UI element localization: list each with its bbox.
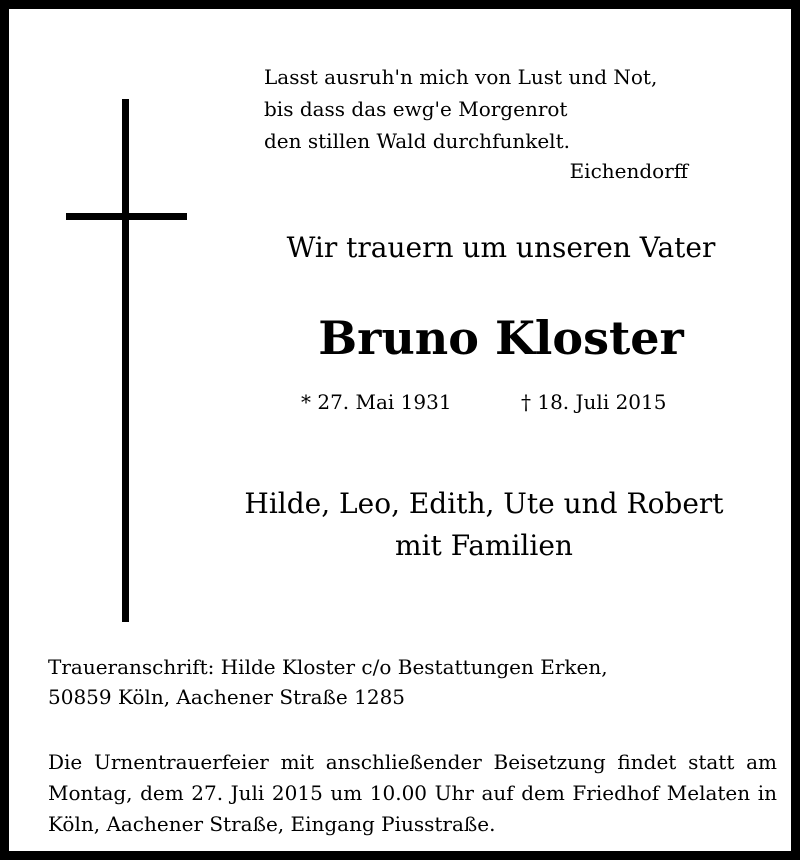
birth-date: * 27. Mai 1931 — [301, 390, 452, 414]
family-line: Hilde, Leo, Edith, Ute und Robert — [244, 487, 724, 520]
funeral-service-info — [48, 747, 777, 840]
service-line: Montag, dem 27. Juli 2015 um 10.00 Uhr auf dem Friedhof Melaten in — [48, 781, 777, 805]
mourning-line: Wir trauern um unseren Vater — [286, 231, 716, 264]
address-line: Traueranschrift: Hilde Kloster c/o Bestattungen Erken, — [48, 655, 608, 679]
poem-line: Lasst ausruh'n mich von Lust und Not, — [264, 65, 658, 89]
poem-line: bis dass das ewg'e Morgenrot — [264, 97, 568, 121]
deceased-name: Bruno Kloster — [318, 311, 684, 365]
family-line: mit Familien — [395, 529, 573, 562]
family-signature — [209, 483, 759, 567]
service-line: Köln, Aachener Straße, Eingang Piusstraße. — [48, 812, 496, 836]
poem-quote — [264, 61, 657, 157]
cross-icon-bar — [66, 213, 187, 220]
cross-icon — [122, 99, 129, 622]
poem-line: den stillen Wald durchfunkelt. — [264, 129, 570, 153]
address-line: 50859 Köln, Aachener Straße 1285 — [48, 685, 406, 709]
service-line: Die Urnentrauerfeier mit anschließender Beisetzung findet statt am — [48, 750, 777, 774]
poem-author: Eichendorff — [569, 159, 688, 183]
death-date: † 18. Juli 2015 — [521, 390, 667, 414]
mourning-address — [48, 652, 608, 712]
